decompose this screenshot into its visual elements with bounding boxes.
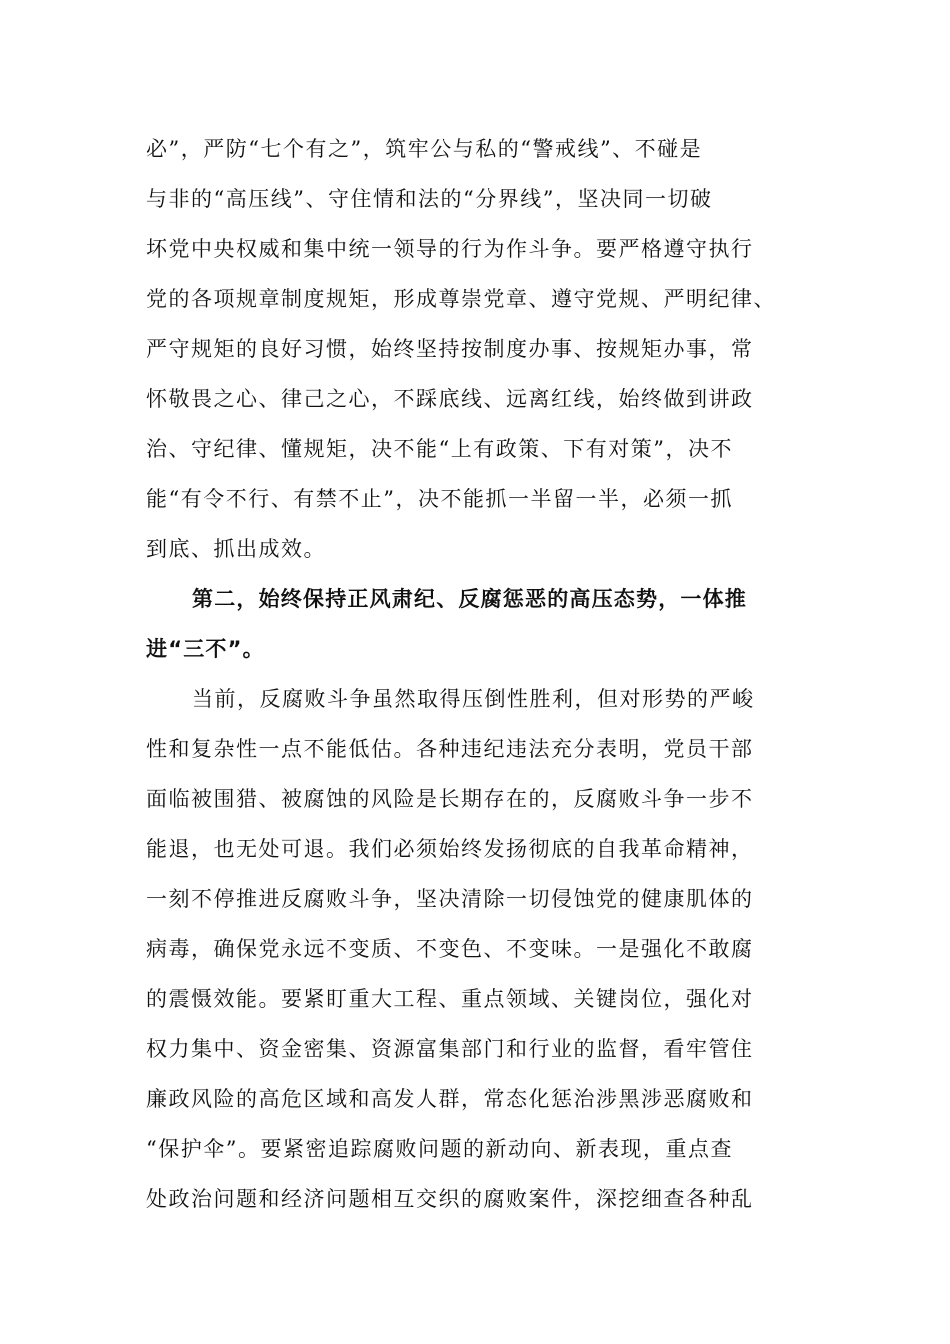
- text-line: 处政治问题和经济问题相互交织的腐败案件，深挖细查各种乱: [146, 1187, 754, 1211]
- text-line: 权力集中、资金密集、资源富集部门和行业的监督，看牢管住: [146, 1037, 754, 1061]
- text-line: 当前，反腐败斗争虽然取得压倒性胜利，但对形势的严峻: [192, 687, 755, 711]
- text-line: 的震慑效能。要紧盯重大工程、重点领域、关键岗位，强化对: [146, 987, 754, 1011]
- text-line: 能退，也无处可退。我们必须始终发扬彻底的自我革命精神，: [146, 837, 754, 861]
- text-line: 面临被围猎、被腐蚀的风险是长期存在的，反腐败斗争一步不: [146, 787, 754, 811]
- text-line: 党的各项规章制度规矩，形成尊崇党章、遵守党规、严明纪律、: [146, 287, 776, 311]
- heading-line: 第二，始终保持正风肃纪、反腐惩恶的高压态势，一体推: [192, 587, 747, 611]
- text-line: 严守规矩的良好习惯，始终坚持按制度办事、按规矩办事，常: [146, 337, 754, 361]
- text-line: 性和复杂性一点不能低估。各种违纪违法充分表明，党员干部: [146, 737, 754, 761]
- text-line: 与非的“高压线”、守住情和法的“分界线”，坚决同一切破: [146, 187, 713, 211]
- heading-line: 进“三不”。: [146, 637, 265, 661]
- text-line: 怀敬畏之心、律己之心，不踩底线、远离红线，始终做到讲政: [146, 387, 754, 411]
- text-line: 到底、抓出成效。: [146, 537, 326, 561]
- text-line: “保护伞”。要紧密追踪腐败问题的新动向、新表现，重点查: [146, 1137, 733, 1161]
- paragraph-continuation: [146, 124, 806, 574]
- text-line: 能“有令不行、有禁不止”，决不能抓一半留一半，必须一抓: [146, 487, 733, 511]
- paragraph: [146, 674, 806, 1224]
- text-line: 病毒，确保党永远不变质、不变色、不变味。一是强化不敢腐: [146, 937, 754, 961]
- text-line: 廉政风险的高危区域和高发人群，常态化惩治涉黑涉恶腐败和: [146, 1087, 754, 1111]
- text-line: 坏党中央权威和集中统一领导的行为作斗争。要严格遵守执行: [146, 237, 754, 261]
- text-line: 治、守纪律、懂规矩，决不能“上有政策、下有对策”，决不: [146, 437, 733, 461]
- text-line: 一刻不停推进反腐败斗争，坚决清除一切侵蚀党的健康肌体的: [146, 887, 754, 911]
- text-line: 必”，严防“七个有之”，筑牢公与私的“警戒线”、不碰是: [146, 137, 703, 161]
- section-heading: [146, 574, 806, 674]
- document-body: [146, 124, 806, 1224]
